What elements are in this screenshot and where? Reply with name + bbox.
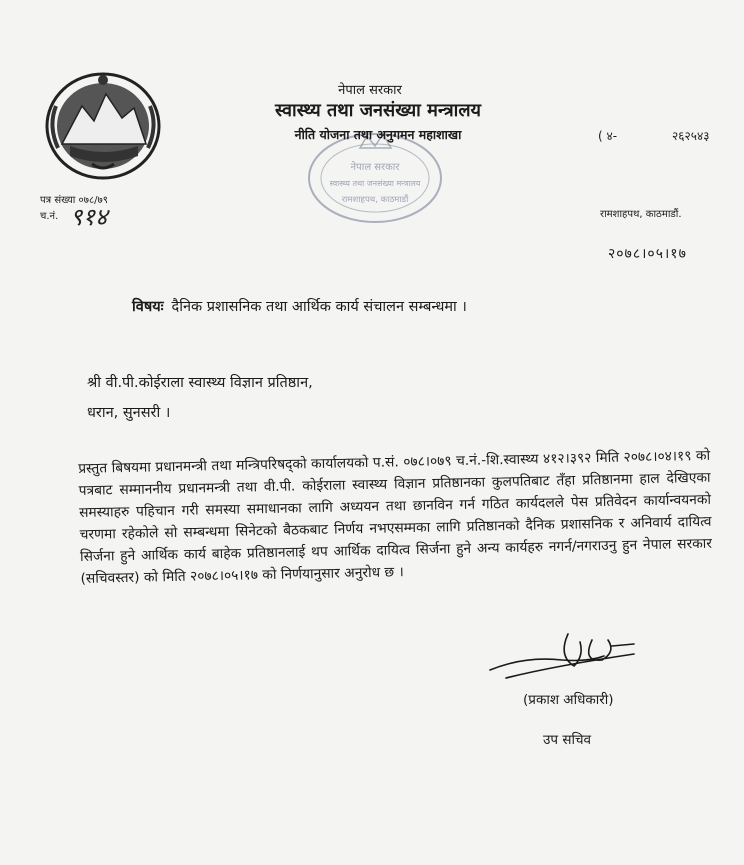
- division-name: नीति योजना तथा अनुगमन महाशाखा: [294, 127, 462, 142]
- handwritten-signature: [484, 626, 644, 688]
- dispatch-number-label: च.नं.: [40, 211, 59, 222]
- recipient-name: श्री वी.पी.कोईराला स्वास्थ्य विज्ञान प्रतिष्ठान,: [87, 375, 313, 391]
- dispatch-number-handwritten: ९१४: [70, 203, 108, 231]
- nepal-emblem-icon: [42, 66, 164, 182]
- ministry-name: स्वास्थ्य तथा जनसंख्या मन्त्रालय: [275, 100, 481, 121]
- phone-prefix: ( ४-: [598, 129, 618, 143]
- body-paragraph: प्रस्तुत बिषयमा प्रधानमन्त्री तथा मन्त्रिपरिषद्को कार्यालयको प.सं. ०७८।०७९ च.नं.-शि.स्वास्थ्य ४१२।३९२ मिति २०७८।०४।१९ को पत्रबाट सम्माननीय प्रधानमन्त्री तथा वी.पी. कोईराला स्वास्थ्य विज्ञान प्रतिष्ठानका कुलपतिबाट तँहा प्रतिष्ठानमा हाल देखिएका समस्याहरु पहिचान गरी समस्या समाधानका लागि अध्ययन तथा छानविन गर्न गठित कार्यदलले पेस प्रतिवेदन कार्यान्वयनको चरणमा रहेकोले सो सम्बन्धमा सिनेटको बैठकबाट निर्णय नभएसम्मका लागि प्रतिष्ठानको दैनिक प्रशासनिक र अनिवार्य दायित्व सिर्जना हुने आर्थिक कार्य बाहेक प्रतिष्ठानलाई थप आर्थिक दायित्व सिर्जना हुने अन्य कार्यहरु नगर्न/नगराउनु हुन नेपाल सरकार (सचिवस्तर) को मिति २०७८।०५।१७ को निर्णयानुसार अनुरोध छ ।: [78, 447, 713, 587]
- subject-text: दैनिक प्रशासनिक तथा आर्थिक कार्य संचालन सम्बन्धमा ।: [171, 299, 467, 315]
- signatory-name: (प्रकाश अधिकारी): [523, 692, 614, 708]
- office-address: रामशाहपथ, काठमाडौं.: [600, 209, 682, 220]
- letter-number: पत्र संख्या ०७८/७९: [40, 195, 108, 206]
- subject-label: विषयः: [132, 299, 164, 315]
- phone-number: २६२५४३: [672, 129, 710, 143]
- letter-date: २०७८।०५।१७: [608, 246, 687, 262]
- government-name: नेपाल सरकार: [338, 83, 402, 98]
- svg-text:रामशाहपथ, काठमाडौं: रामशाहपथ, काठमाडौं: [341, 195, 409, 205]
- subject-line: [132, 296, 467, 316]
- signatory-title: उप सचिव: [543, 732, 592, 748]
- svg-text:स्वास्थ्य तथा जनसंख्या मन्त्रा: स्वास्थ्य तथा जनसंख्या मन्त्रालय: [329, 179, 421, 188]
- recipient-address: धरान, सुनसरी ।: [87, 405, 171, 421]
- svg-text:नेपाल सरकार: नेपाल सरकार: [350, 162, 400, 173]
- ministry-seal-stamp: [305, 128, 445, 228]
